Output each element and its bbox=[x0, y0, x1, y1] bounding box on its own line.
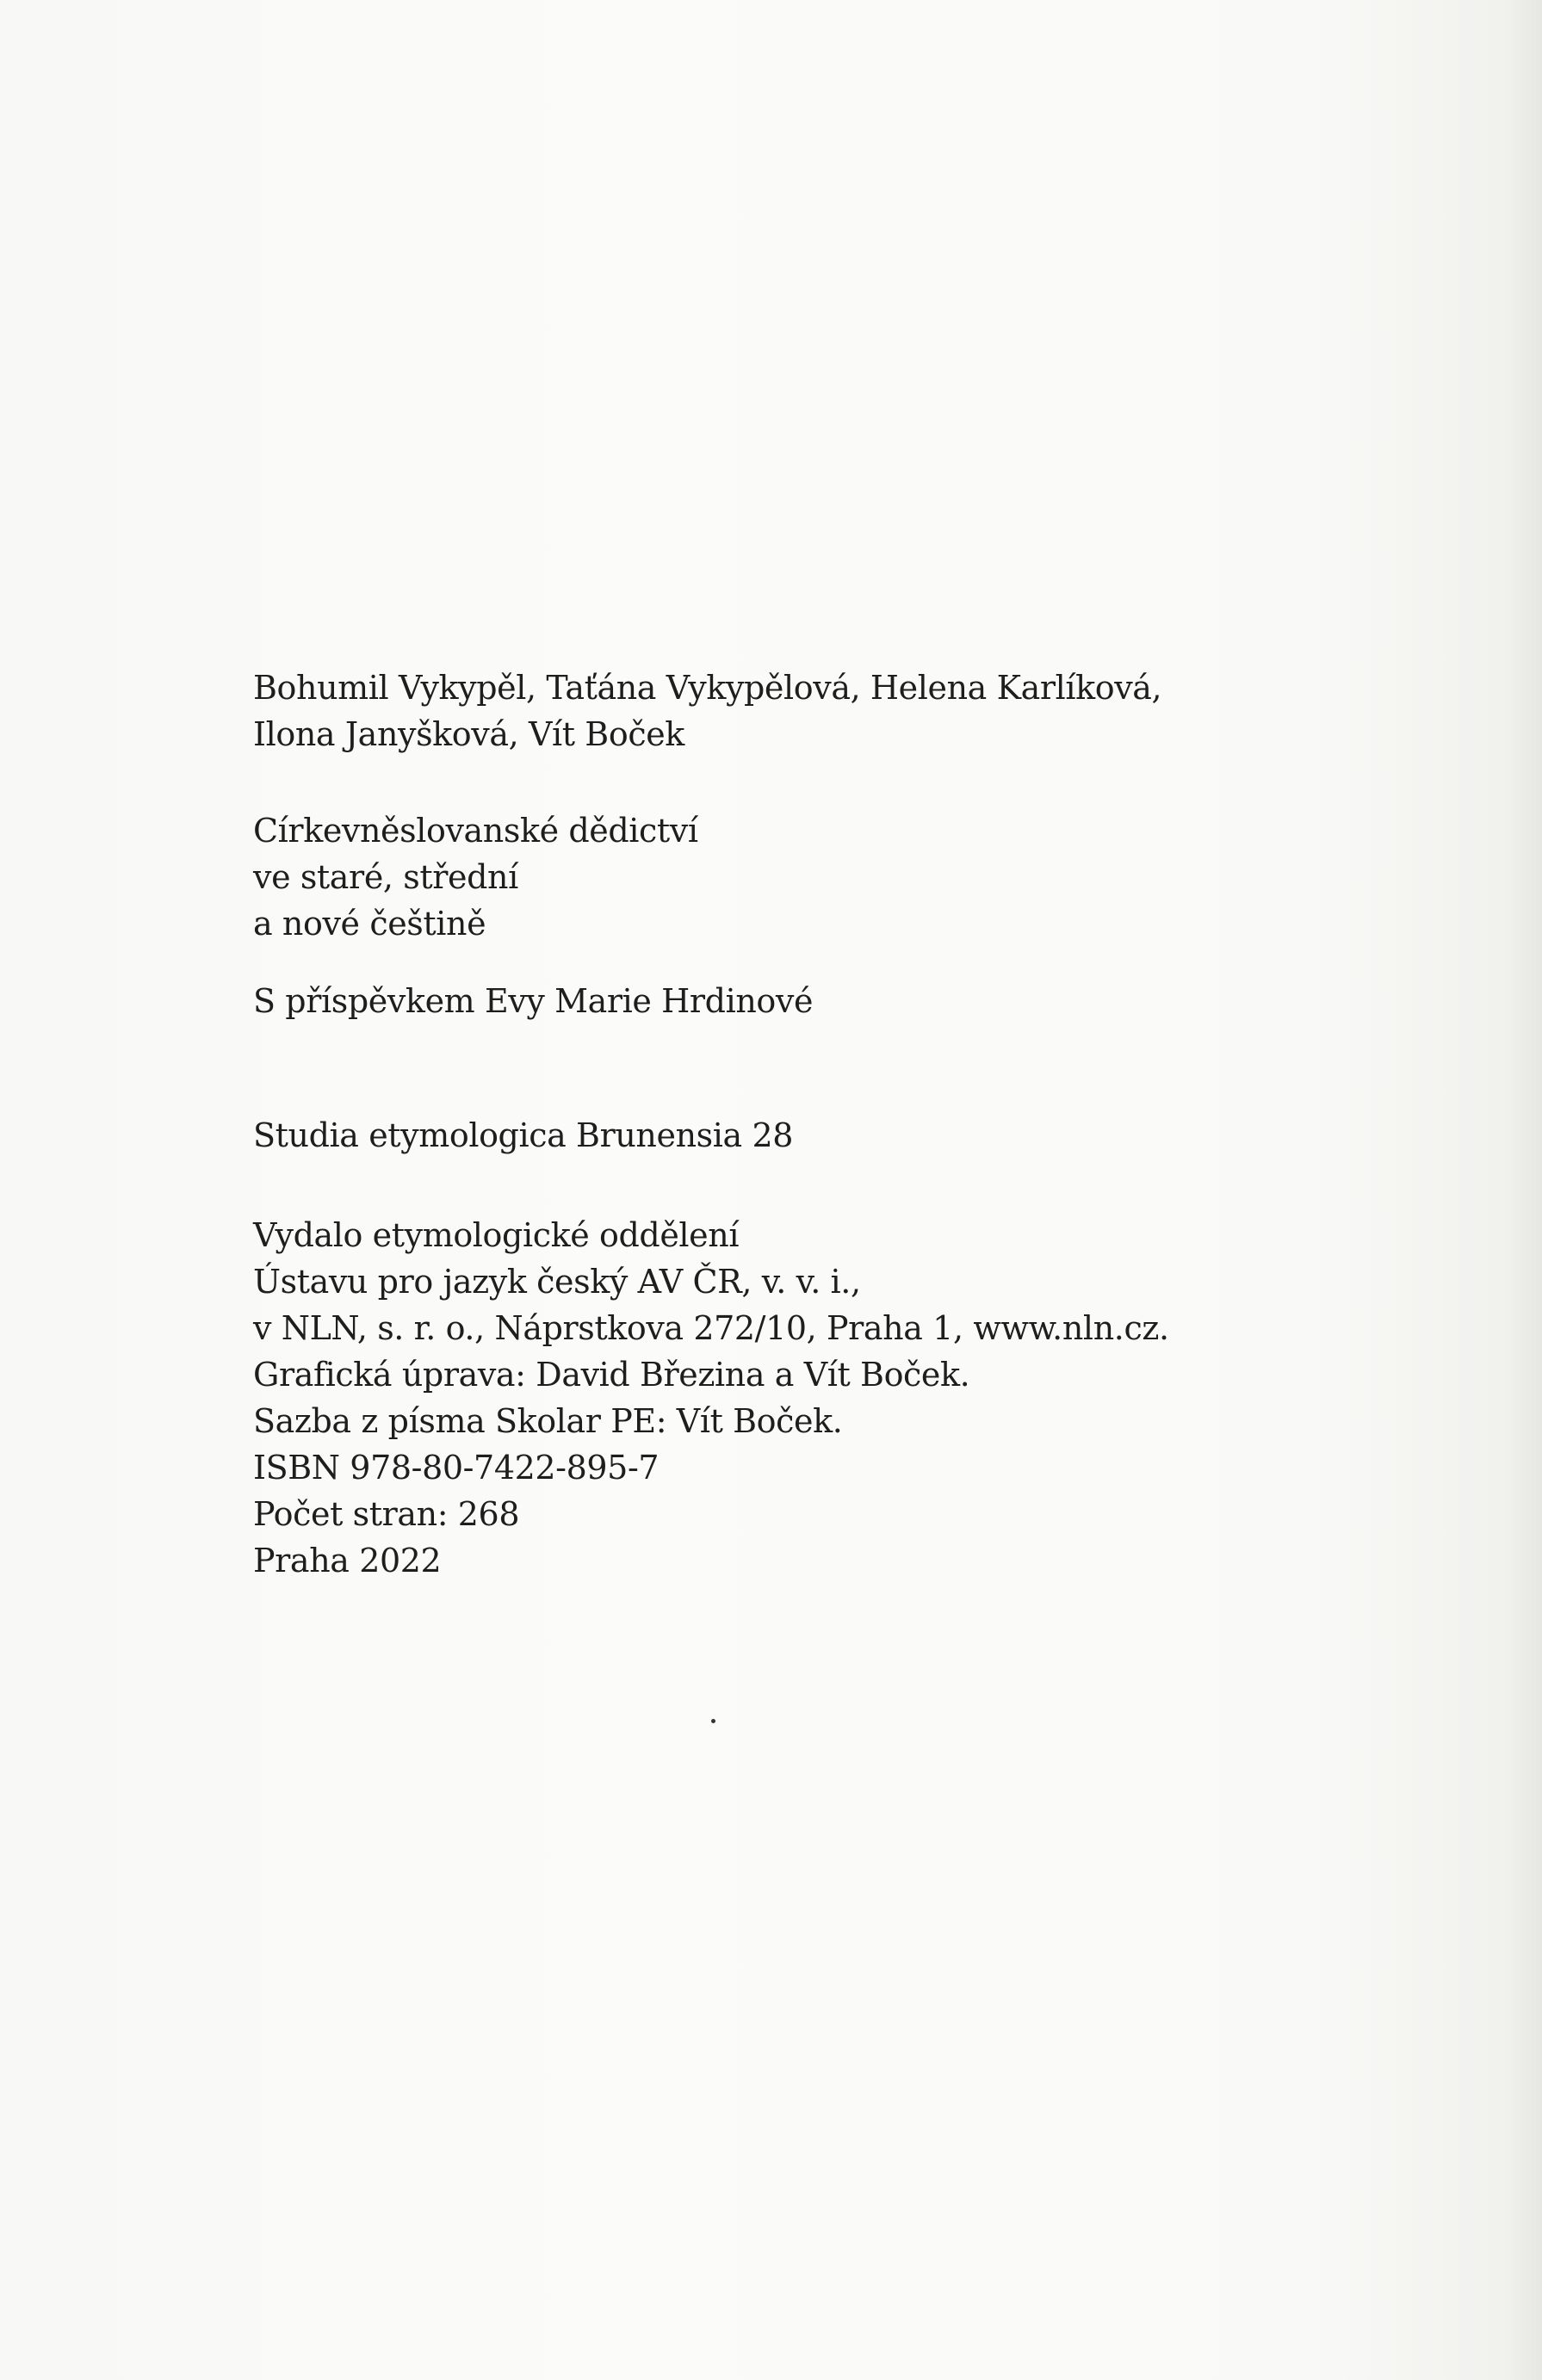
publication-line: Grafická úprava: David Březina a Vít Boček. bbox=[253, 1356, 970, 1394]
publication-line: Vydalo etymologické oddělení bbox=[253, 1216, 740, 1254]
publication-line: Sazba z písma Skolar PE: Vít Boček. bbox=[253, 1402, 843, 1440]
publication-line: v NLN, s. r. o., Náprstkova 272/10, Praha 1, www.nln.cz. bbox=[253, 1309, 1169, 1347]
contribution-note bbox=[253, 978, 1169, 1024]
authors-line: Ilona Janyšková, Vít Boček bbox=[253, 715, 684, 753]
publication-line: ISBN 978-80-7422-895-7 bbox=[253, 1449, 660, 1487]
publication-line: Ústavu pro jazyk český AV ČR, v. v. i., bbox=[253, 1263, 861, 1301]
publication-info bbox=[253, 1212, 1169, 1584]
authors-block bbox=[253, 665, 1169, 757]
title-line: a nové češtině bbox=[253, 905, 486, 943]
series-name bbox=[253, 1112, 1169, 1159]
page-edge-shadow bbox=[1508, 0, 1542, 2380]
contribution-line: S příspěvkem Evy Marie Hrdinové bbox=[253, 982, 814, 1020]
publication-line: Počet stran: 268 bbox=[253, 1495, 520, 1533]
authors-line: Bohumil Vykypěl, Taťána Vykypělová, Helena Karlíková, bbox=[253, 669, 1162, 707]
series-line: Studia etymologica Brunensia 28 bbox=[253, 1116, 793, 1154]
book-title bbox=[253, 807, 1169, 947]
title-line: ve staré, střední bbox=[253, 858, 518, 896]
print-speck bbox=[711, 1719, 715, 1723]
title-line: Církevněslovanské dědictví bbox=[253, 812, 698, 850]
colophon bbox=[253, 665, 1169, 1584]
publication-line: Praha 2022 bbox=[253, 1542, 442, 1579]
